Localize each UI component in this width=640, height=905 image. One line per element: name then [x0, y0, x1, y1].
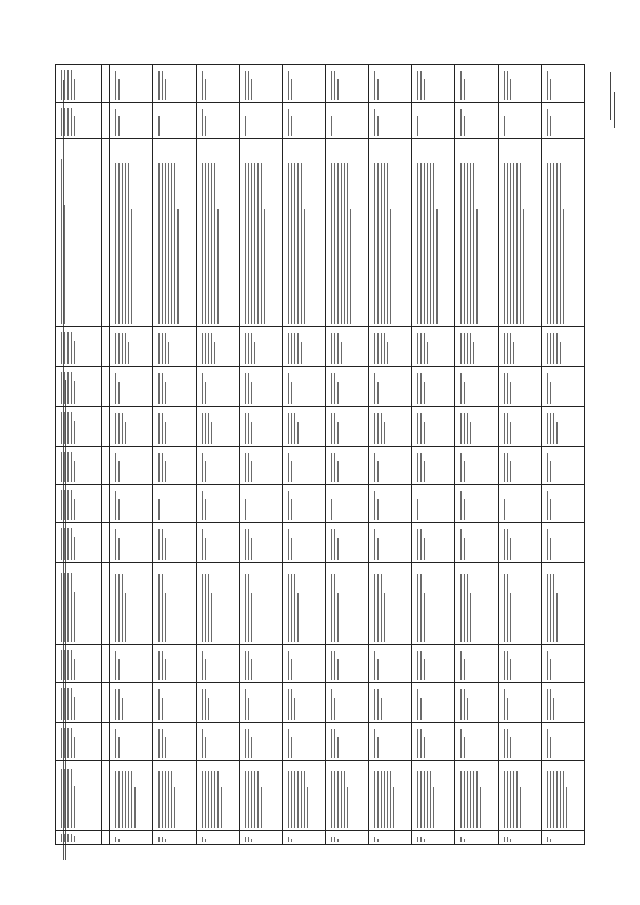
rotated-table-wrapper — [55, 65, 585, 845]
table-cell — [282, 367, 325, 407]
table-cell — [412, 831, 455, 845]
column-number-cell — [102, 761, 110, 831]
table-cell — [412, 447, 455, 485]
table-cell — [110, 447, 153, 485]
table-cell — [282, 523, 325, 563]
table-cell — [498, 327, 541, 367]
table-cell — [239, 367, 282, 407]
table-cell — [541, 407, 584, 447]
table-cell — [325, 65, 368, 103]
table-cell — [325, 645, 368, 683]
table-cell — [369, 831, 412, 845]
table-cell — [282, 563, 325, 645]
column-number-cell — [102, 723, 110, 761]
table-cell — [541, 723, 584, 761]
column-number-row — [102, 65, 110, 845]
table-cell — [325, 139, 368, 327]
table-cell — [196, 407, 239, 447]
table-row — [110, 65, 153, 845]
table-cell — [412, 761, 455, 831]
table-cell — [153, 645, 196, 683]
table-cell — [282, 139, 325, 327]
table-cell — [239, 407, 282, 447]
header-cell — [56, 447, 102, 485]
table-cell — [369, 485, 412, 523]
table-cell — [412, 103, 455, 139]
column-number-cell — [102, 327, 110, 367]
table-cell — [541, 447, 584, 485]
table-row — [153, 65, 196, 845]
table-cell — [153, 523, 196, 563]
table-cell — [196, 523, 239, 563]
table-row — [196, 65, 239, 845]
header-cell — [56, 563, 102, 645]
appendix-label — [610, 72, 618, 132]
table-cell — [153, 831, 196, 845]
table-cell — [369, 523, 412, 563]
table-cell — [498, 65, 541, 103]
table-cell — [196, 367, 239, 407]
table-cell — [541, 103, 584, 139]
table-cell — [239, 563, 282, 645]
table-cell — [282, 761, 325, 831]
header-cell — [56, 523, 102, 563]
table-cell — [110, 523, 153, 563]
table-row — [498, 65, 541, 845]
table-cell — [541, 65, 584, 103]
table-cell — [110, 831, 153, 845]
table-cell — [369, 327, 412, 367]
table-cell — [455, 683, 498, 723]
table-cell — [412, 65, 455, 103]
table-cell — [110, 139, 153, 327]
column-number-cell — [102, 407, 110, 447]
table-cell — [455, 761, 498, 831]
table-cell — [325, 761, 368, 831]
table-cell — [369, 447, 412, 485]
table-cell — [110, 761, 153, 831]
header-cell — [56, 645, 102, 683]
table-cell — [153, 65, 196, 103]
table-cell — [196, 485, 239, 523]
column-number-cell — [102, 447, 110, 485]
table-cell — [239, 327, 282, 367]
table-cell — [153, 367, 196, 407]
table-cell — [325, 103, 368, 139]
table-cell — [325, 407, 368, 447]
table-cell — [455, 367, 498, 407]
table-cell — [455, 645, 498, 683]
table-cell — [541, 327, 584, 367]
table-cell — [153, 563, 196, 645]
table-cell — [369, 563, 412, 645]
table-cell — [498, 761, 541, 831]
table-cell — [541, 831, 584, 845]
table-cell — [369, 723, 412, 761]
table-cell — [369, 407, 412, 447]
table-cell — [239, 683, 282, 723]
table-cell — [455, 139, 498, 327]
column-number-cell — [102, 139, 110, 327]
header-cell — [56, 367, 102, 407]
header-cell — [56, 327, 102, 367]
table-cell — [325, 523, 368, 563]
table-cell — [412, 723, 455, 761]
table-cell — [541, 367, 584, 407]
table-cell — [282, 65, 325, 103]
table-cell — [541, 485, 584, 523]
data-table — [55, 64, 585, 845]
table-cell — [412, 139, 455, 327]
table-cell — [498, 407, 541, 447]
table-row — [455, 65, 498, 845]
table-cell — [541, 563, 584, 645]
table-cell — [455, 485, 498, 523]
table-cell — [110, 563, 153, 645]
table-cell — [498, 645, 541, 683]
table-cell — [110, 327, 153, 367]
table-cell — [110, 683, 153, 723]
table-cell — [196, 723, 239, 761]
table-cell — [325, 723, 368, 761]
table-cell — [196, 327, 239, 367]
table-cell — [196, 683, 239, 723]
table-cell — [455, 407, 498, 447]
table-cell — [196, 645, 239, 683]
table-cell — [325, 683, 368, 723]
table-cell — [455, 723, 498, 761]
table-row — [541, 65, 584, 845]
table-cell — [325, 367, 368, 407]
table-cell — [196, 563, 239, 645]
table-cell — [196, 65, 239, 103]
table-cell — [412, 485, 455, 523]
table-cell — [369, 645, 412, 683]
column-number-cell — [102, 485, 110, 523]
table-cell — [110, 103, 153, 139]
table-cell — [239, 831, 282, 845]
header-cell — [56, 831, 102, 845]
table-cell — [153, 139, 196, 327]
table-cell — [412, 327, 455, 367]
table-header-row — [56, 65, 102, 845]
table-cell — [455, 563, 498, 645]
table-cell — [455, 103, 498, 139]
header-cell — [56, 65, 102, 103]
table-cell — [282, 327, 325, 367]
table-cell — [325, 563, 368, 645]
table-cell — [110, 367, 153, 407]
table-cell — [239, 761, 282, 831]
table-cell — [110, 723, 153, 761]
table-row — [369, 65, 412, 845]
table-row — [282, 65, 325, 845]
table-cell — [110, 65, 153, 103]
table-row — [412, 65, 455, 845]
table-cell — [110, 645, 153, 683]
table-cell — [369, 761, 412, 831]
table-cell — [498, 103, 541, 139]
table-cell — [282, 447, 325, 485]
column-number-cell — [102, 645, 110, 683]
table-cell — [196, 103, 239, 139]
table-cell — [455, 831, 498, 845]
table-cell — [369, 367, 412, 407]
table-cell — [239, 447, 282, 485]
table-cell — [498, 139, 541, 327]
header-cell — [56, 103, 102, 139]
table-cell — [239, 103, 282, 139]
header-cell — [56, 485, 102, 523]
table-cell — [325, 447, 368, 485]
table-cell — [498, 447, 541, 485]
table-cell — [239, 65, 282, 103]
table-cell — [239, 485, 282, 523]
header-cell — [56, 761, 102, 831]
table-cell — [282, 645, 325, 683]
table-cell — [412, 407, 455, 447]
table-cell — [412, 563, 455, 645]
table-cell — [498, 367, 541, 407]
table-cell — [455, 523, 498, 563]
table-cell — [196, 139, 239, 327]
column-number-cell — [102, 523, 110, 563]
table-cell — [153, 683, 196, 723]
table-cell — [369, 683, 412, 723]
column-number-cell — [102, 65, 110, 103]
table-row — [325, 65, 368, 845]
table-cell — [325, 831, 368, 845]
table-cell — [498, 485, 541, 523]
header-cell — [56, 139, 102, 327]
table-cell — [412, 683, 455, 723]
table-cell — [498, 523, 541, 563]
table-cell — [455, 447, 498, 485]
table-cell — [153, 327, 196, 367]
table-cell — [153, 723, 196, 761]
table-cell — [110, 485, 153, 523]
column-number-cell — [102, 831, 110, 845]
header-cell — [56, 683, 102, 723]
table-cell — [239, 723, 282, 761]
table-cell — [541, 645, 584, 683]
table-cell — [282, 683, 325, 723]
table-cell — [498, 831, 541, 845]
table-cell — [325, 485, 368, 523]
table-cell — [412, 367, 455, 407]
table-cell — [369, 65, 412, 103]
table-cell — [282, 103, 325, 139]
table-row — [239, 65, 282, 845]
table-cell — [196, 447, 239, 485]
table-cell — [325, 327, 368, 367]
table-cell — [412, 523, 455, 563]
table-cell — [239, 523, 282, 563]
table-cell — [282, 723, 325, 761]
table-cell — [282, 831, 325, 845]
table-cell — [153, 447, 196, 485]
table-cell — [412, 645, 455, 683]
table-cell — [541, 761, 584, 831]
column-number-cell — [102, 367, 110, 407]
column-number-cell — [102, 103, 110, 139]
table-cell — [369, 139, 412, 327]
table-cell — [498, 683, 541, 723]
header-cell — [56, 723, 102, 761]
table-cell — [239, 139, 282, 327]
column-number-cell — [102, 683, 110, 723]
table-cell — [541, 523, 584, 563]
table-cell — [110, 407, 153, 447]
table-cell — [196, 761, 239, 831]
table-cell — [455, 65, 498, 103]
table-cell — [153, 407, 196, 447]
table-cell — [541, 139, 584, 327]
table-cell — [369, 103, 412, 139]
table-cell — [455, 327, 498, 367]
table-cell — [282, 407, 325, 447]
table-cell — [196, 831, 239, 845]
table-cell — [153, 761, 196, 831]
table-cell — [153, 485, 196, 523]
table-cell — [239, 645, 282, 683]
table-cell — [498, 563, 541, 645]
column-number-cell — [102, 563, 110, 645]
table-cell — [153, 103, 196, 139]
table-cell — [498, 723, 541, 761]
table-cell — [541, 683, 584, 723]
header-cell — [56, 407, 102, 447]
table-cell — [282, 485, 325, 523]
